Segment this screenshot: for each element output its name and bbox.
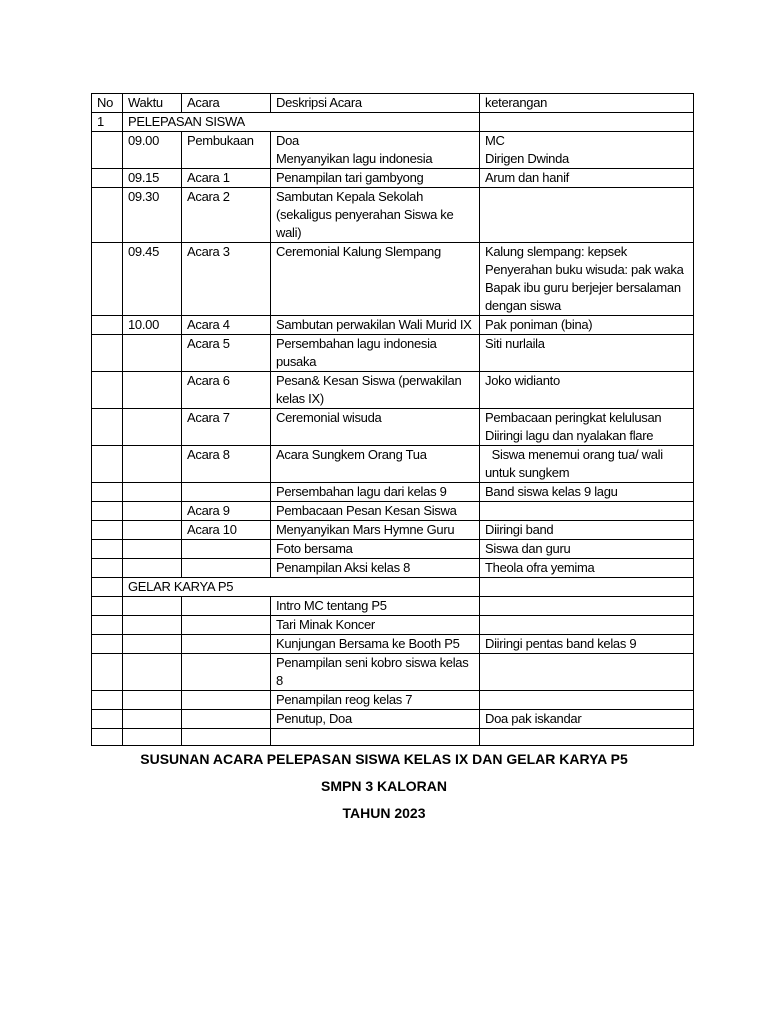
event-cell [182, 597, 271, 616]
row-number-cell [92, 654, 123, 691]
row-number-cell [92, 169, 123, 188]
description-cell: Persembahan lagu dari kelas 9 [271, 483, 480, 502]
table-row [92, 616, 694, 635]
event-cell [182, 616, 271, 635]
section-note [480, 113, 694, 132]
section-row-gelar-karya [92, 578, 694, 597]
note-cell: Kalung slempang: kepsek Penyerahan buku wisuda: pak waka Bapak ibu guru berjejer bersalaman dengan siswa [480, 243, 694, 316]
event-cell: Acara 1 [182, 169, 271, 188]
header-keterangan: keterangan [480, 94, 694, 113]
header-deskripsi: Deskripsi Acara [271, 94, 480, 113]
description-cell: Penampilan reog kelas 7 [271, 691, 480, 710]
table-row [92, 132, 694, 169]
time-cell [123, 372, 182, 409]
event-cell [182, 559, 271, 578]
header-acara: Acara [182, 94, 271, 113]
time-cell [123, 540, 182, 559]
description-cell: Menyanyikan Mars Hymne Guru [271, 521, 480, 540]
time-cell [123, 446, 182, 483]
row-number-cell [92, 502, 123, 521]
row-number-cell [92, 559, 123, 578]
empty-cell [123, 729, 182, 746]
time-cell [123, 654, 182, 691]
table-row [92, 540, 694, 559]
description-cell: Ceremonial wisuda [271, 409, 480, 446]
description-cell: Pembacaan Pesan Kesan Siswa [271, 502, 480, 521]
time-cell [123, 597, 182, 616]
row-number-cell [92, 616, 123, 635]
description-cell: Sambutan Kepala Sekolah (sekaligus penyerahan Siswa ke wali) [271, 188, 480, 243]
table-row [92, 409, 694, 446]
table-row [92, 316, 694, 335]
table-row [92, 483, 694, 502]
event-cell [182, 691, 271, 710]
empty-row [92, 729, 694, 746]
time-cell [123, 616, 182, 635]
table-row [92, 169, 694, 188]
event-cell [182, 635, 271, 654]
time-cell: 09.45 [123, 243, 182, 316]
note-cell: Arum dan hanif [480, 169, 694, 188]
event-cell: Acara 9 [182, 502, 271, 521]
row-number-cell [92, 409, 123, 446]
note-cell: Pak poniman (bina) [480, 316, 694, 335]
time-cell [123, 559, 182, 578]
time-cell [123, 409, 182, 446]
title-line-3: TAHUN 2023 [342, 805, 426, 821]
table-row [92, 502, 694, 521]
note-cell [480, 691, 694, 710]
empty-cell [182, 729, 271, 746]
note-cell: Joko widianto [480, 372, 694, 409]
time-cell: 09.30 [123, 188, 182, 243]
table-row [92, 654, 694, 691]
row-number-cell [92, 188, 123, 243]
event-cell: Acara 10 [182, 521, 271, 540]
table-row [92, 597, 694, 616]
event-cell: Acara 2 [182, 188, 271, 243]
note-cell: Pembacaan peringkat kelulusan Diiringi lagu dan nyalakan flare [480, 409, 694, 446]
row-number-cell [92, 372, 123, 409]
time-cell [123, 502, 182, 521]
title-line-1: SUSUNAN ACARA PELEPASAN SISWA KELAS IX DAN GELAR KARYA P5 [140, 751, 628, 767]
event-cell [182, 540, 271, 559]
event-cell [182, 654, 271, 691]
note-cell: Diiringi band [480, 521, 694, 540]
row-number-cell [92, 335, 123, 372]
description-cell: Pesan& Kesan Siswa (perwakilan kelas IX) [271, 372, 480, 409]
note-cell: Siswa dan guru [480, 540, 694, 559]
note-cell [480, 654, 694, 691]
table-row [92, 521, 694, 540]
header-waktu: Waktu [123, 94, 182, 113]
row-number-cell [92, 691, 123, 710]
time-cell [123, 483, 182, 502]
event-cell: Acara 4 [182, 316, 271, 335]
section-note [480, 578, 694, 597]
time-cell [123, 710, 182, 729]
event-cell [182, 710, 271, 729]
event-cell: Acara 6 [182, 372, 271, 409]
description-cell: Penampilan seni kobro siswa kelas 8 [271, 654, 480, 691]
header-no: No [92, 94, 123, 113]
note-cell: Band siswa kelas 9 lagu [480, 483, 694, 502]
event-cell: Acara 8 [182, 446, 271, 483]
table-row [92, 335, 694, 372]
description-cell: Sambutan perwakilan Wali Murid IX [271, 316, 480, 335]
note-cell [480, 597, 694, 616]
empty-cell [480, 729, 694, 746]
section-number [92, 578, 123, 597]
description-cell: Penampilan Aksi kelas 8 [271, 559, 480, 578]
description-cell: Foto bersama [271, 540, 480, 559]
description-cell: Tari Minak Koncer [271, 616, 480, 635]
time-cell: 09.15 [123, 169, 182, 188]
event-cell: Acara 5 [182, 335, 271, 372]
row-number-cell [92, 521, 123, 540]
time-cell [123, 691, 182, 710]
time-cell: 09.00 [123, 132, 182, 169]
description-cell: Kunjungan Bersama ke Booth P5 [271, 635, 480, 654]
description-cell: Penutup, Doa [271, 710, 480, 729]
empty-cell [92, 729, 123, 746]
section-number: 1 [92, 113, 123, 132]
time-cell [123, 335, 182, 372]
row-number-cell [92, 446, 123, 483]
table-row [92, 243, 694, 316]
row-number-cell [92, 132, 123, 169]
description-cell: Ceremonial Kalung Slempang [271, 243, 480, 316]
table-row [92, 559, 694, 578]
event-cell [182, 483, 271, 502]
note-cell: MC Dirigen Dwinda [480, 132, 694, 169]
description-cell: Doa Menyanyikan lagu indonesia [271, 132, 480, 169]
row-number-cell [92, 597, 123, 616]
note-cell: Doa pak iskandar [480, 710, 694, 729]
table-row [92, 691, 694, 710]
description-cell: Intro MC tentang P5 [271, 597, 480, 616]
table-row [92, 446, 694, 483]
section-label: GELAR KARYA P5 [123, 578, 480, 597]
description-cell: Persembahan lagu indonesia pusaka [271, 335, 480, 372]
document-title [0, 748, 768, 829]
time-cell: 10.00 [123, 316, 182, 335]
time-cell [123, 635, 182, 654]
row-number-cell [92, 483, 123, 502]
note-cell [480, 616, 694, 635]
row-number-cell [92, 243, 123, 316]
row-number-cell [92, 316, 123, 335]
table-row [92, 635, 694, 654]
note-cell: Siti nurlaila [480, 335, 694, 372]
event-cell: Pembukaan [182, 132, 271, 169]
description-cell: Penampilan tari gambyong [271, 169, 480, 188]
section-row-pelepasan [92, 113, 694, 132]
note-cell: Siswa menemui orang tua/ wali untuk sungkem [480, 446, 694, 483]
description-cell: Acara Sungkem Orang Tua [271, 446, 480, 483]
table-header-row [92, 94, 694, 113]
table-row [92, 710, 694, 729]
note-cell: Theola ofra yemima [480, 559, 694, 578]
row-number-cell [92, 635, 123, 654]
row-number-cell [92, 710, 123, 729]
note-cell [480, 188, 694, 243]
empty-cell [271, 729, 480, 746]
table-row [92, 188, 694, 243]
note-cell: Diiringi pentas band kelas 9 [480, 635, 694, 654]
title-line-2: SMPN 3 KALORAN [320, 778, 447, 794]
table-row [92, 372, 694, 409]
time-cell [123, 521, 182, 540]
note-cell [480, 502, 694, 521]
row-number-cell [92, 540, 123, 559]
agenda-table [91, 93, 694, 746]
section-label: PELEPASAN SISWA [123, 113, 480, 132]
event-cell: Acara 3 [182, 243, 271, 316]
event-cell: Acara 7 [182, 409, 271, 446]
